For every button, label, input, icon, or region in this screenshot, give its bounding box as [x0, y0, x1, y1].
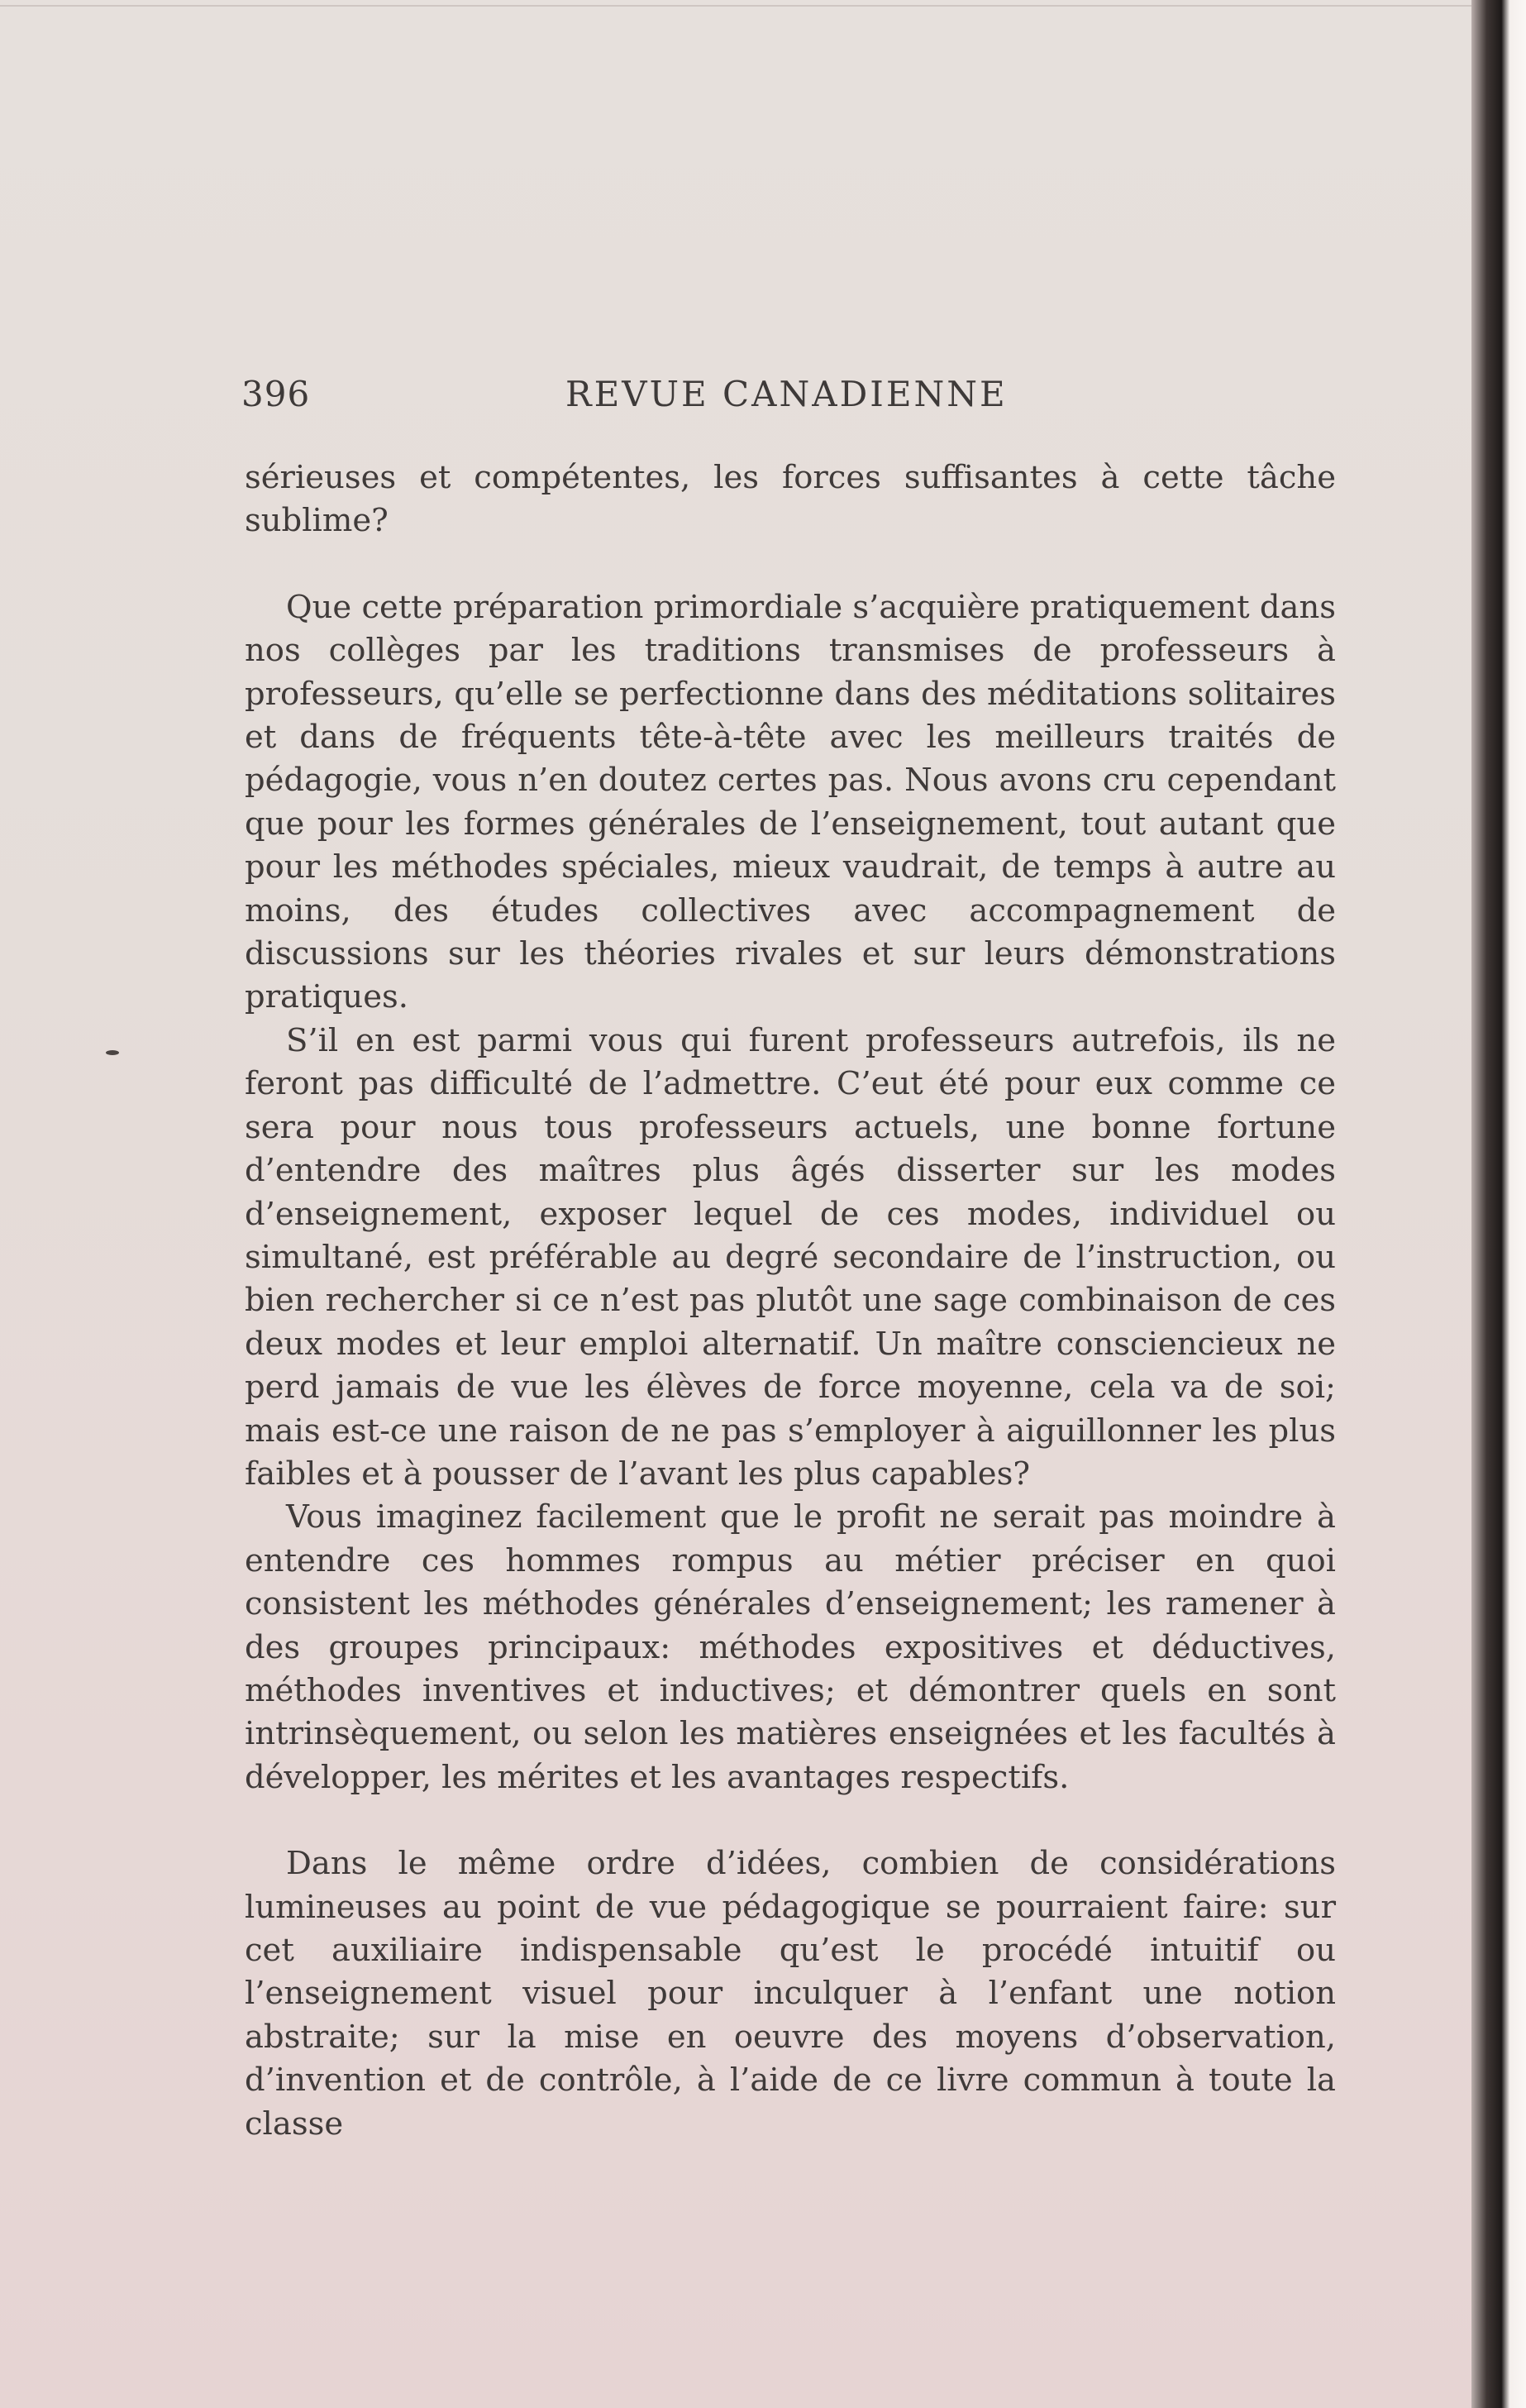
book-spine-shadow [1471, 0, 1526, 2408]
margin-mark [106, 1050, 119, 1055]
body-text [245, 456, 1336, 2146]
paragraph: sérieuses et compétentes, les forces suffisantes à cette tâche sublime? [245, 459, 1336, 540]
running-header [241, 374, 1341, 423]
paragraph: Dans le même ordre d’idées, combien de considérations lumineuses au point de vue pédagogique se pourraient faire: sur cet auxiliaire indispensable qu’est le procédé intuitif ou l’enseignement visuel pour inculquer à l’enfant une notion abstraite; sur la mise en oeuvre des moyens d’observation, d’invention et de contrôle, à l’aide de ce livre commun à toute la classe [245, 1845, 1336, 2143]
running-title: REVUE CANADIENNE [565, 374, 1008, 414]
paragraph: S’il en est parmi vous qui furent professeurs autrefois, ils ne feront pas difficulté de l’admettre. C’eut été pour eux comme ce sera pour nous tous professeurs actuels, une bonne fortune d’entendre des maîtres plus âgés disserter sur les modes d’enseignement, exposer lequel de ces modes, individuel ou simultané, est préférable au degré secondaire de l’instruction, ou bien rechercher si ce n’est pas plutôt une sage combinaison de ces deux modes et leur emploi alternatif. Un maître consciencieux ne perd jamais de vue les élèves de force moyenne, cela va de soi; mais est-ce une raison de ne pas s’employer à aiguillonner les plus faibles et à pousser de l’avant les plus capables? [245, 1021, 1336, 1493]
page-number: 396 [241, 374, 311, 414]
paragraph: Que cette préparation primordiale s’acquière pratiquement dans nos collèges par les traditions transmises de professeurs à professeurs, qu’elle se perfectionne dans des méditations solitaires et dans de fréquents tête-à-tête avec les meilleurs traités de pédagogie, vous n’en doutez certes pas. Nous avons cru cependant que pour les formes générales de l’enseignement, tout autant que pour les méthodes spéciales, mieux vaudrait, de temps à autre au moins, des études collectives avec accompagnement de discussions sur les théories rivales et sur leurs démonstrations pratiques. [245, 588, 1336, 1016]
paragraph: Vous imaginez facilement que le profit ne serait pas moindre à entendre ces hommes rompus au métier préciser en quoi consistent les méthodes générales d’enseignement; les ramener à des groupes principaux: méthodes expositives et déductives, méthodes inventives et inductives; et démontrer quels en sont intrinsèquement, ou selon les matières enseignées et les facultés à développer, les mérites et les avantages respectifs. [245, 1498, 1336, 1796]
page-edge-rule [0, 5, 1471, 7]
